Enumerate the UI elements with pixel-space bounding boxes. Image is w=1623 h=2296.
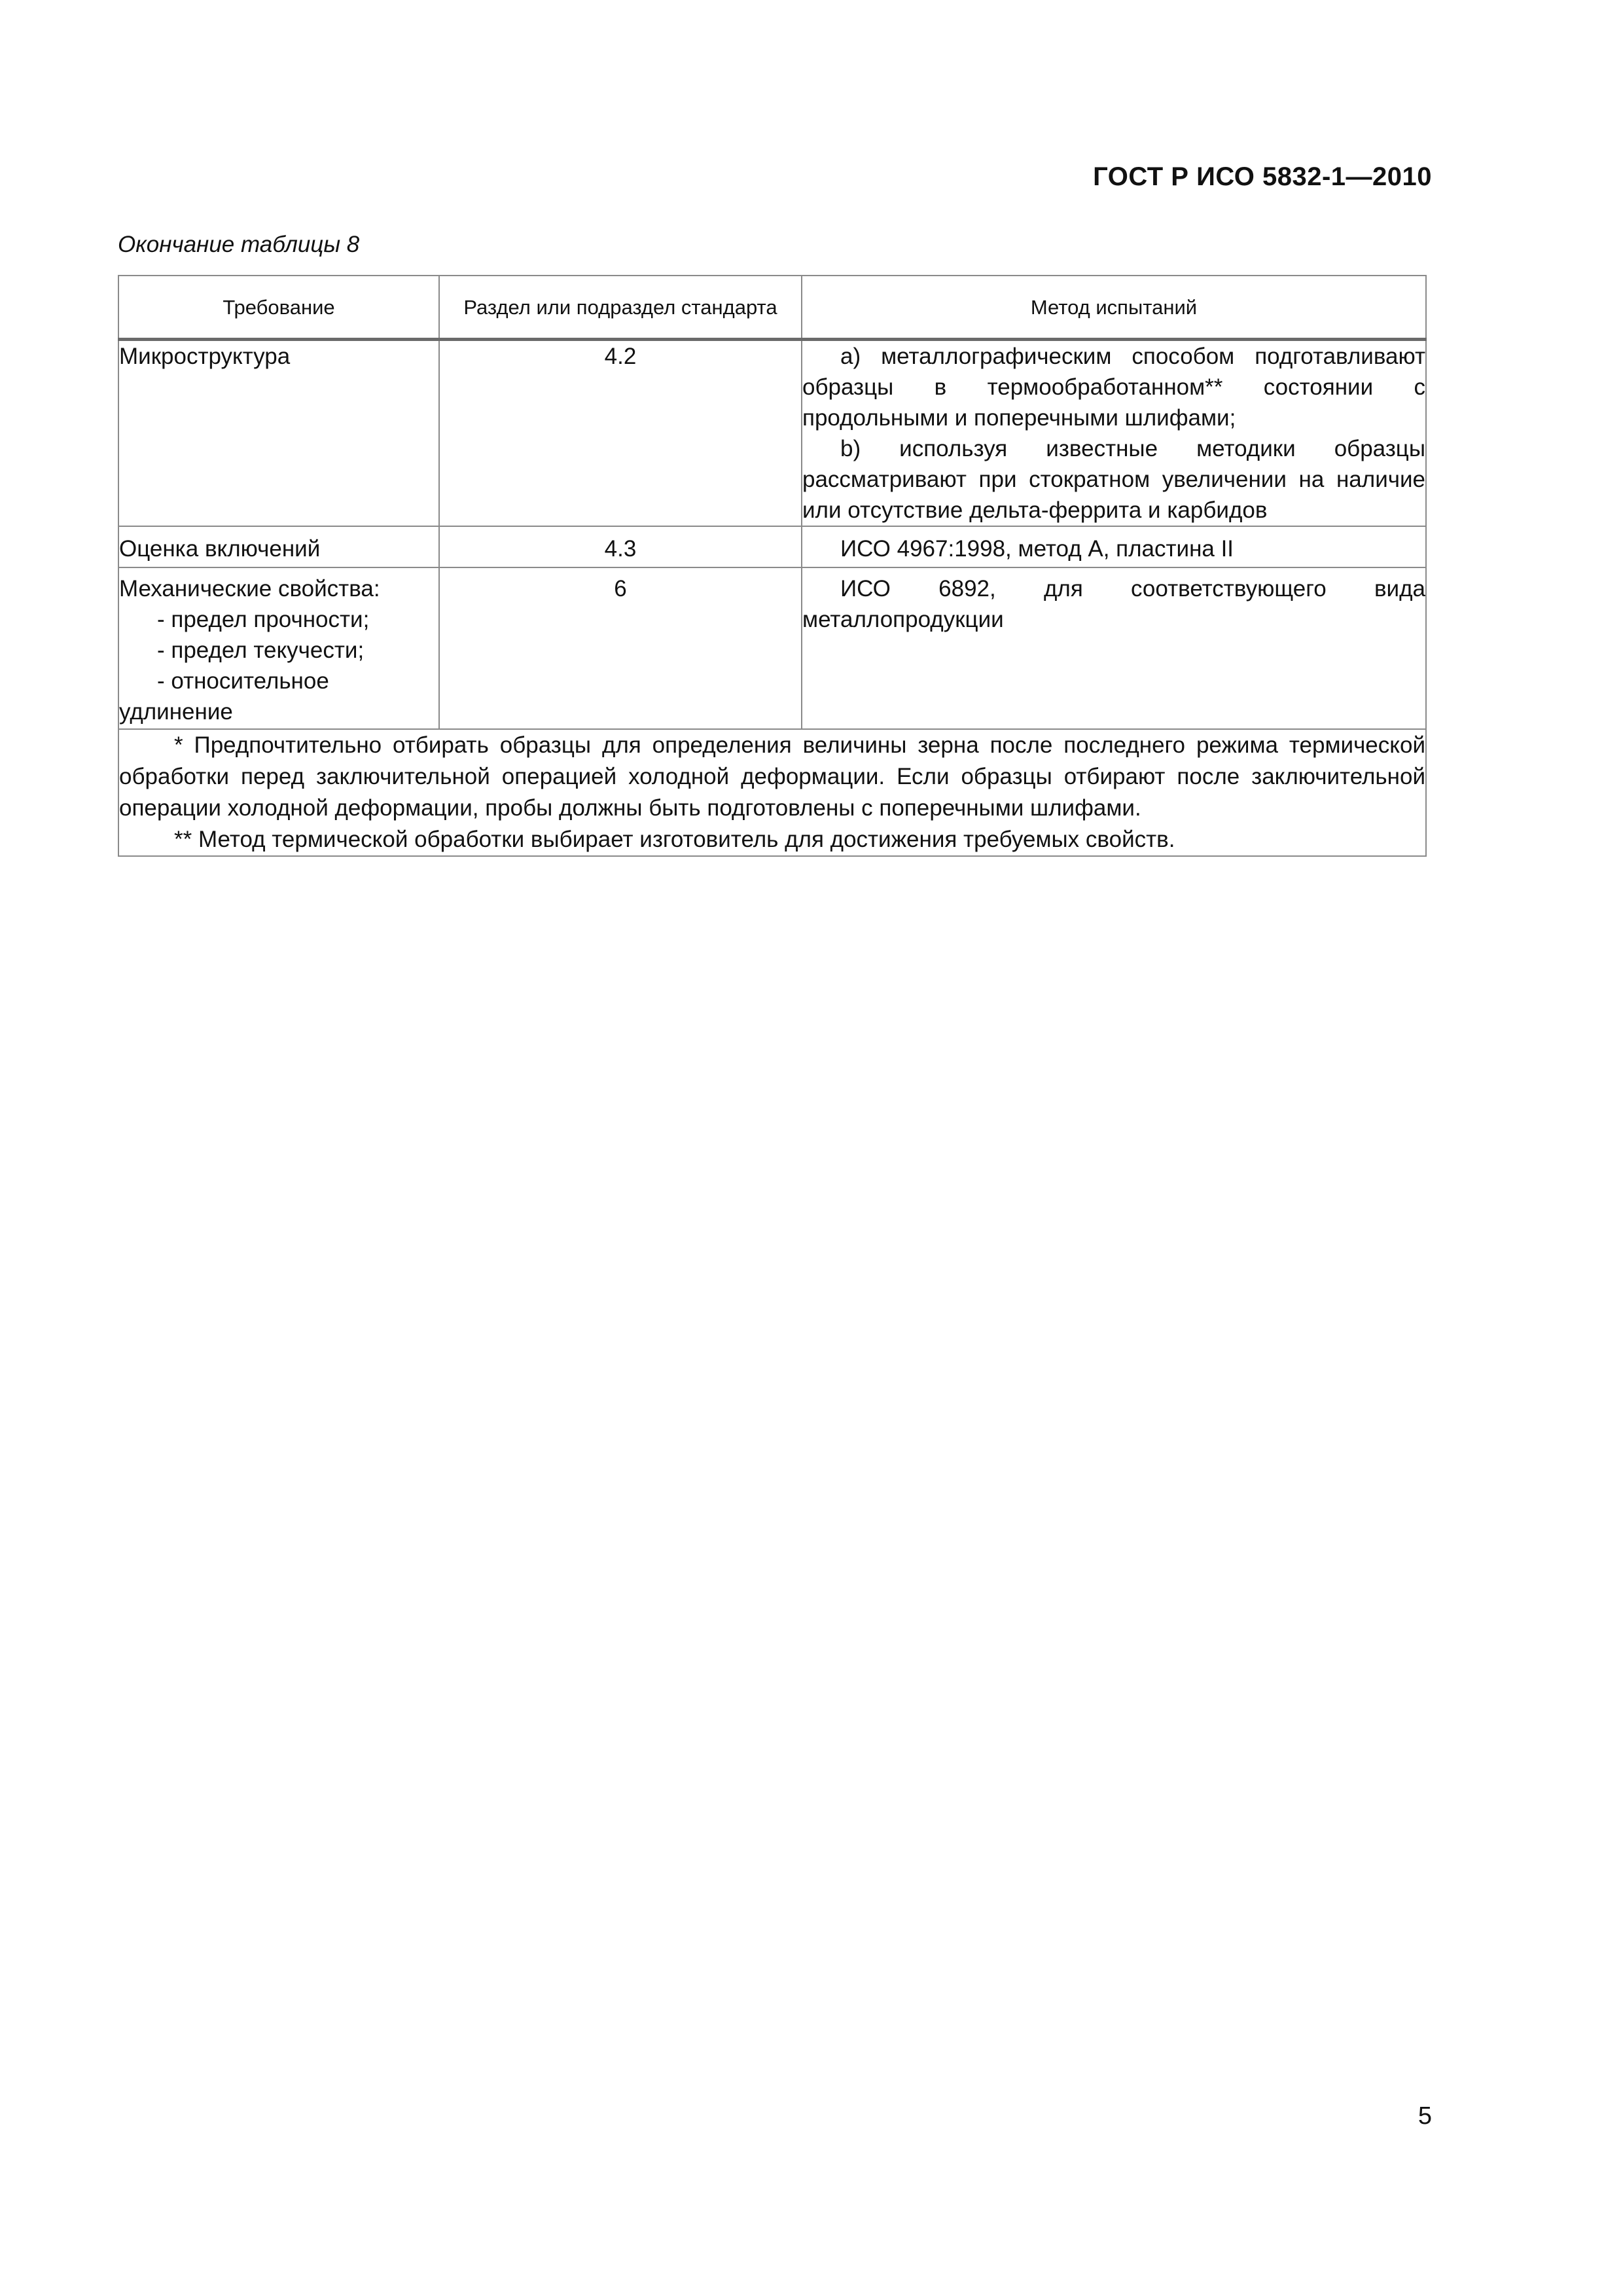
- requirement-cell: [118, 567, 439, 729]
- requirements-table: [118, 275, 1427, 857]
- table-row: [118, 340, 1426, 527]
- method-paragraph: a) металлографическим способом подготавливают образцы в термообработанном** состоянии с продольными и поперечными шлифами;: [802, 344, 1425, 431]
- requirement-text: Механические свойства:: [119, 576, 380, 601]
- column-header-section: Раздел или подраздел стандарта: [439, 276, 802, 340]
- section-cell: 4.2: [439, 340, 802, 527]
- requirement-subitem: - предел текучести;: [157, 637, 365, 663]
- requirement-cell: [118, 340, 439, 527]
- section-cell: 4.3: [439, 526, 802, 567]
- table-notes: [118, 729, 1426, 856]
- document-header: ГОСТ Р ИСО 5832-1—2010: [1093, 162, 1432, 191]
- requirement-subitem: - относительное удлинение: [119, 668, 329, 725]
- section-cell: 6: [439, 567, 802, 729]
- table-row: [118, 567, 1426, 729]
- method-cell: [802, 340, 1426, 527]
- method-cell: [802, 567, 1426, 729]
- method-paragraph: ИСО 6892, для соответствующего вида металлопродукции: [802, 576, 1425, 632]
- requirement-text: Оценка включений: [119, 536, 321, 562]
- table-caption: Окончание таблицы 8: [118, 232, 360, 257]
- table-row: [118, 526, 1426, 567]
- table-notes-row: [118, 729, 1426, 856]
- requirement-text: Микроструктура: [119, 344, 291, 369]
- requirement-subitem: - предел прочности;: [157, 607, 370, 632]
- method-paragraph: ИСО 4967:1998, метод А, пластина II: [840, 536, 1234, 562]
- table-note: ** Метод термической обработки выбирает изготовитель для достижения требуемых свойств.: [174, 827, 1175, 852]
- table-note: * Предпочтительно отбирать образцы для определения величины зерна после последнего режима термической обработки перед заключительной операцией холодной деформации. Если образцы отбирают после заключительной операции холодной деформации, пробы должны быть подготовлены с поперечными шлифами.: [119, 732, 1425, 821]
- table-header-row: [118, 276, 1426, 340]
- column-header-method: Метод испытаний: [802, 276, 1426, 340]
- method-cell: [802, 526, 1426, 567]
- page-number: 5: [1418, 2102, 1432, 2130]
- column-header-requirement: Требование: [118, 276, 439, 340]
- requirement-cell: [118, 526, 439, 567]
- method-paragraph: b) используя известные методики образцы рассматривают при стократном увеличении на наличие или отсутствие дельта-феррита и карбидов: [802, 436, 1425, 523]
